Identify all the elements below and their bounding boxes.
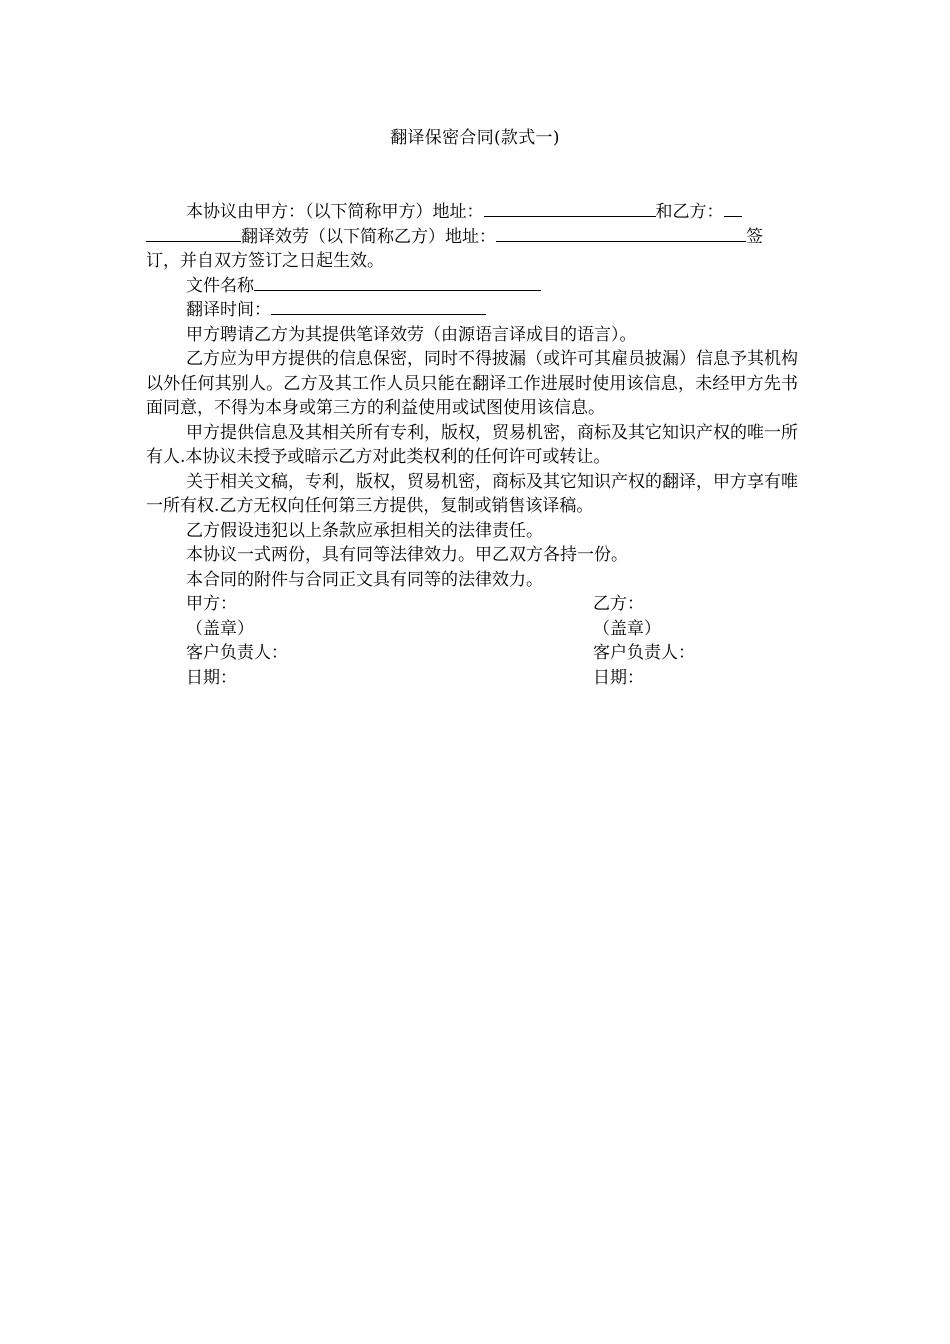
signature-row-date <box>146 666 798 691</box>
paragraph-liability: 乙方假设违犯以上条款应承担相关的法律责任。 <box>186 520 543 541</box>
translation-time-line <box>146 298 798 323</box>
paragraph-translation-rights: 关于相关文稿，专利，版权，贸易机密，商标及其它知识产权的翻译，甲方享有唯一所有权.乙方无权向任何第三方提供，复制或销售该译稿。 <box>146 471 798 516</box>
party-b-representative-label: 客户负责人： <box>593 643 695 663</box>
file-name-line <box>146 274 798 299</box>
intro-party-a-address-label: 本协议由甲方：（以下简称甲方）地址： <box>186 202 484 222</box>
intro-party-b-address-label: 翻译效劳（以下简称乙方）地址： <box>241 226 496 247</box>
paragraph-ownership: 甲方提供信息及其相关所有专利，版权，贸易机密，商标及其它知识产权的唯一所有人.本协议未授予或暗示乙方对此类权利的任何许可或转让。 <box>146 422 798 467</box>
file-name-label: 文件名称 <box>186 275 254 296</box>
translation-time-blank <box>271 298 486 315</box>
signature-row-representative <box>146 641 798 666</box>
party-a-representative-label: 客户负责人： <box>186 643 288 663</box>
paragraph-attachments: 本合同的附件与合同正文具有同等的法律效力。 <box>186 569 543 590</box>
signature-row-seal <box>146 617 798 642</box>
paragraph-confidentiality: 乙方应为甲方提供的信息保密，同时不得披漏（或许可其雇员披漏）信息予其机构以外任何其别人。乙方及其工作人员只能在翻译工作进展时使用该信息，未经甲方先书面同意，不得为本身或第三方的利益使用或试图使用该信息。 <box>146 349 798 418</box>
party-b-date-label: 日期： <box>593 667 644 688</box>
intro-line-2 <box>146 225 798 250</box>
party-a-address-blank <box>484 200 656 217</box>
party-a-seal-label: （盖章） <box>186 618 254 639</box>
party-b-seal-label: （盖章） <box>593 618 661 639</box>
intro-sign-label: 签 <box>746 226 763 247</box>
translation-time-label: 翻译时间： <box>186 300 271 320</box>
document-title: 翻译保密合同(款式一) <box>390 128 560 148</box>
document-body <box>146 200 798 690</box>
intro-line-3: 订，并自双方签订之日起生效。 <box>146 251 384 271</box>
party-b-address-blank <box>496 225 746 242</box>
signature-row-party <box>146 592 798 617</box>
party-b-name-blank <box>724 200 742 217</box>
party-b-signature-label: 乙方： <box>593 594 644 614</box>
party-a-date-label: 日期： <box>186 667 237 688</box>
paragraph-service: 甲方聘请乙方为其提供笔译效劳（由源语言译成目的语言）。 <box>186 324 637 345</box>
party-a-signature-label: 甲方： <box>186 594 237 614</box>
party-b-name-blank-cont <box>146 225 241 242</box>
file-name-blank <box>254 274 541 291</box>
paragraph-copies: 本协议一式两份，具有同等法律效力。甲乙双方各持一份。 <box>186 545 628 565</box>
intro-party-b-label: 和乙方： <box>655 202 724 222</box>
intro-line-1 <box>146 200 798 225</box>
